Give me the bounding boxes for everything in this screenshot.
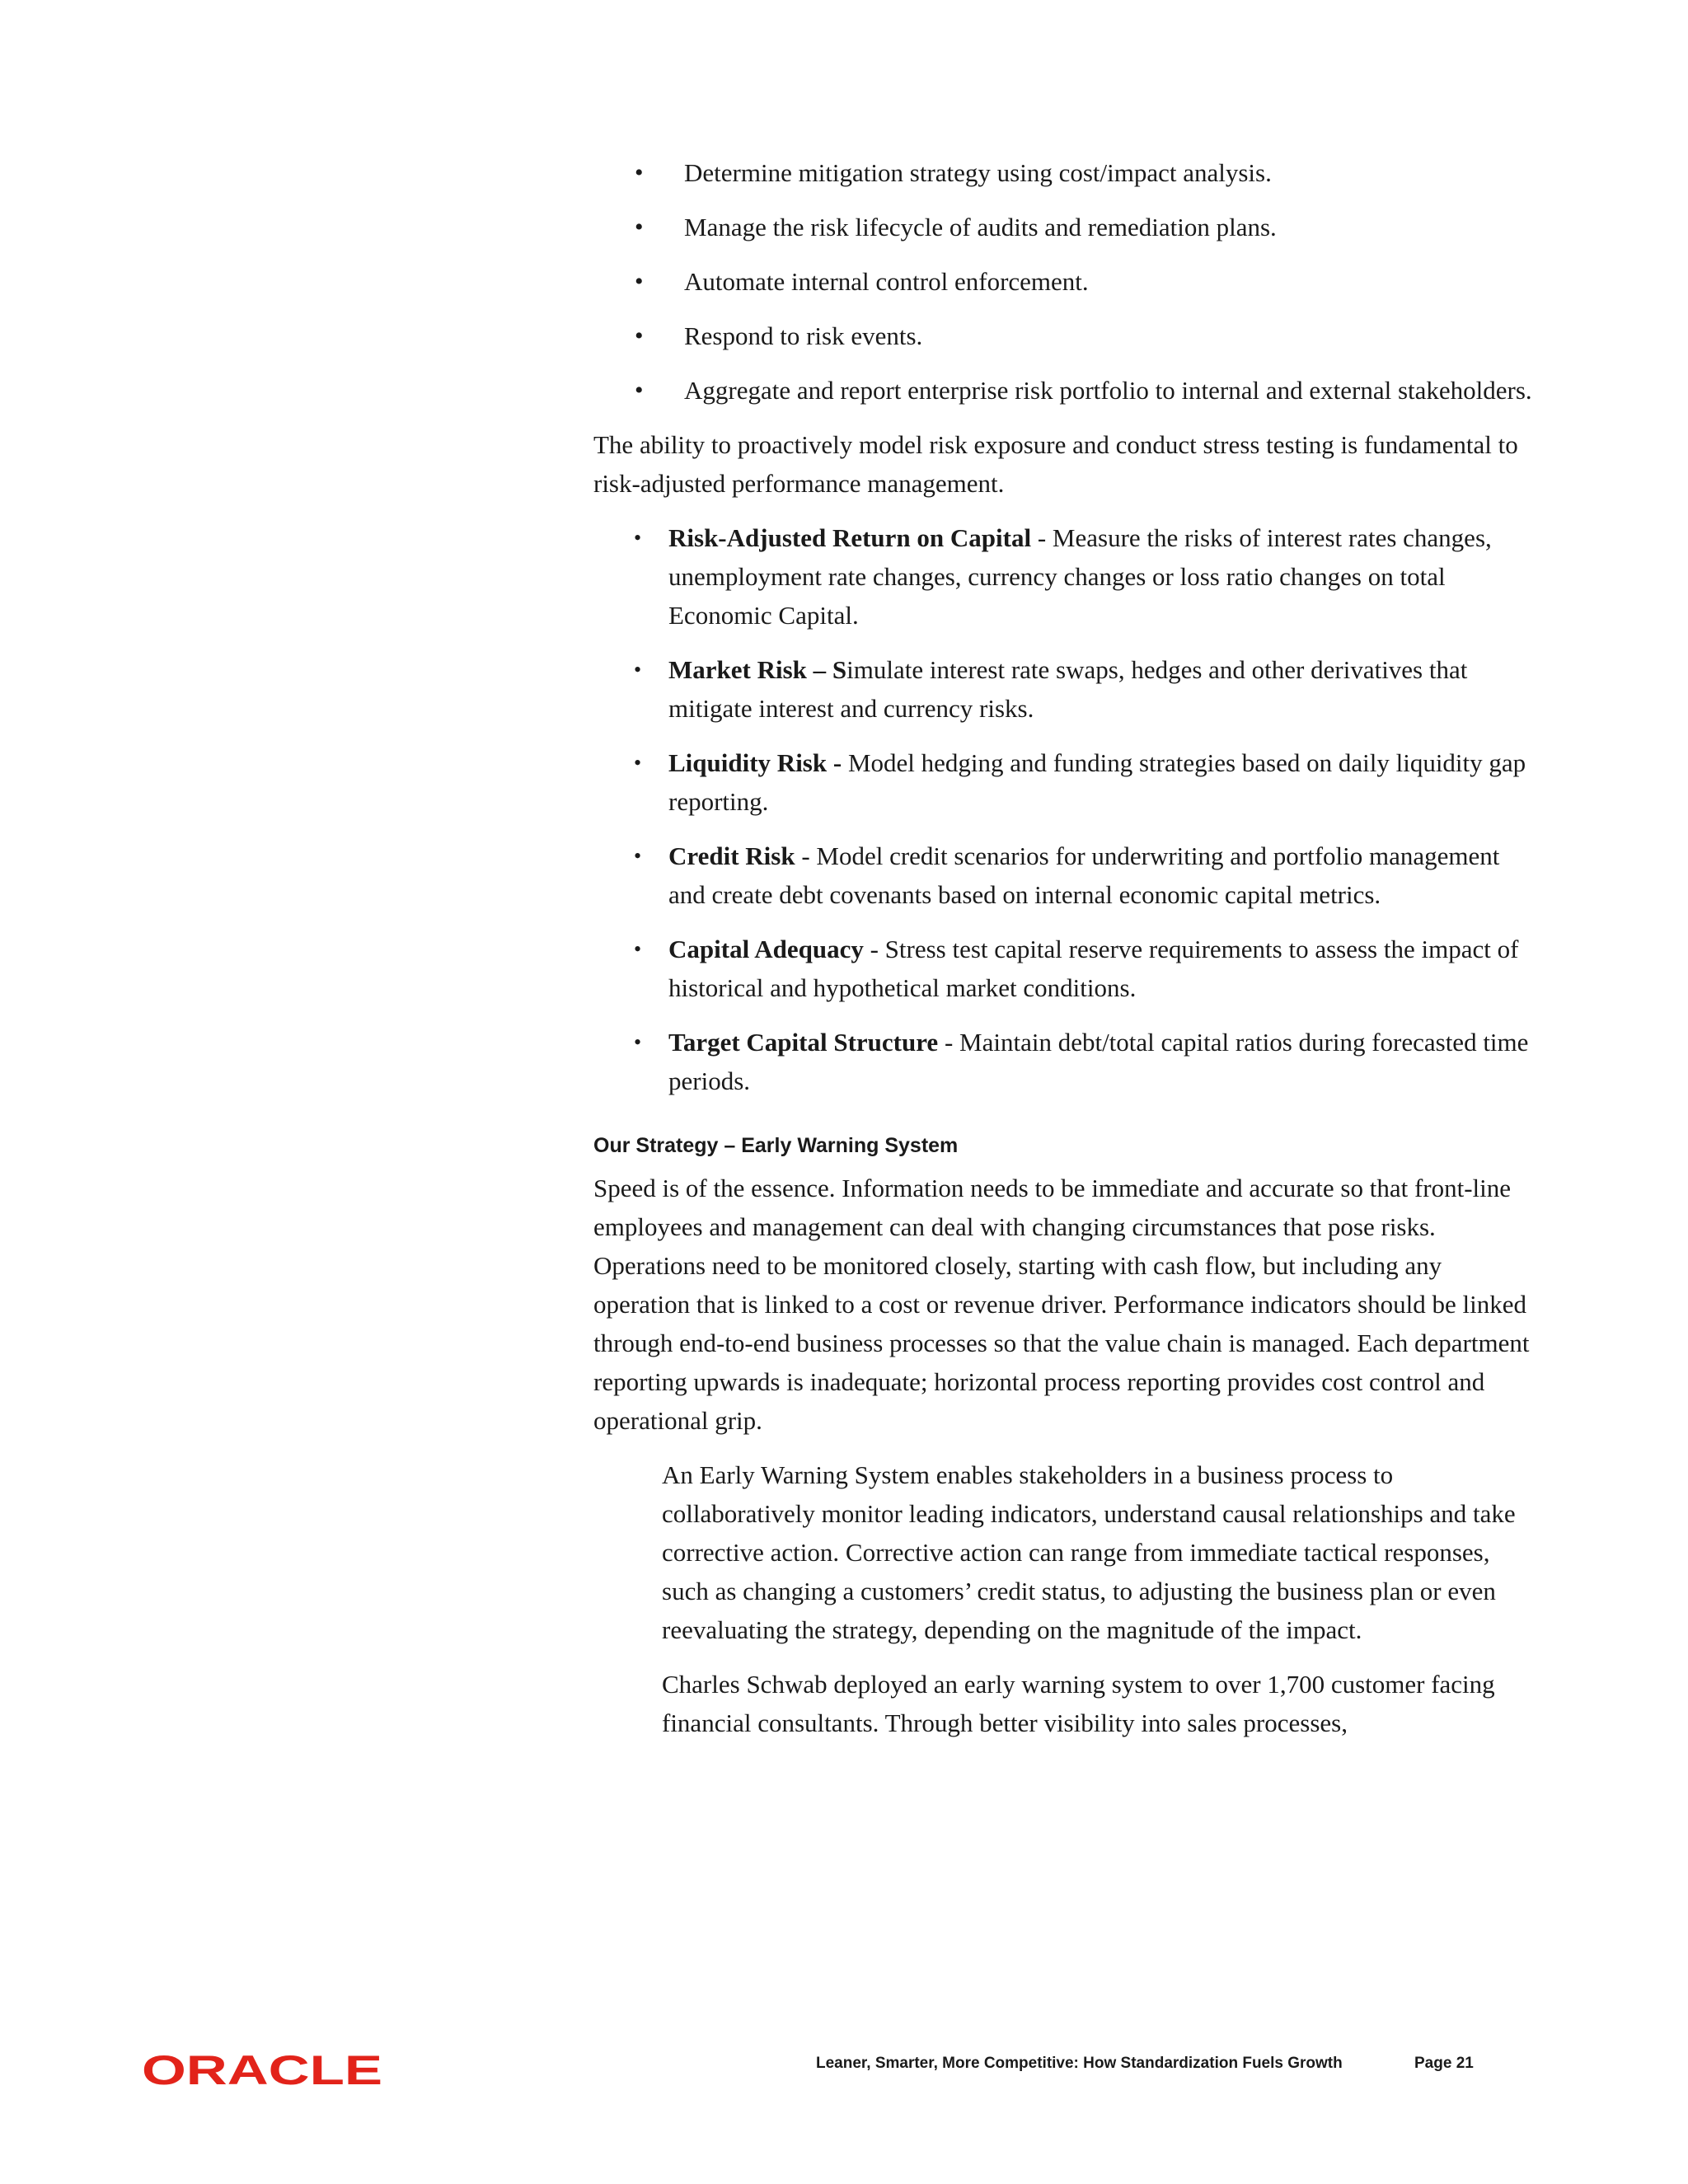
- list-item: [593, 518, 1541, 635]
- bullet-icon: •: [635, 159, 644, 186]
- bullet-icon: •: [635, 322, 644, 349]
- list-item-text: Determine mitigation strategy using cost/impact analysis.: [684, 158, 1272, 187]
- footer-title: Leaner, Smarter, More Competitive: How Standardization Fuels Growth: [816, 2055, 1343, 2072]
- risk-term: Liquidity Risk -: [668, 748, 842, 777]
- bullet-icon: •: [634, 526, 642, 550]
- risk-description: - Measure the risks of interest rates changes, unemployment rate changes, currency changes or loss ratio changes on total Economic Capital.: [668, 523, 1492, 630]
- section-heading: Our Strategy – Early Warning System: [593, 1134, 959, 1157]
- bullet-icon: •: [635, 377, 644, 404]
- bullet-icon: •: [635, 268, 644, 295]
- list-item: [593, 650, 1541, 728]
- list-item-text: Respond to risk events.: [684, 321, 923, 350]
- list-item: [593, 930, 1541, 1007]
- risk-term: Risk-Adjusted Return on Capital: [668, 523, 1032, 552]
- risk-term: Capital Adequacy: [668, 935, 864, 963]
- risk-term: Market Risk – S: [668, 655, 847, 684]
- page-number: Page 21: [1414, 2055, 1474, 2072]
- objective-list: [593, 153, 1541, 410]
- list-item: [593, 371, 1541, 410]
- risk-description: imulate interest rate swaps, hedges and other derivatives that mitigate interest and currency risks.: [668, 655, 1468, 723]
- list-item: [593, 153, 1541, 192]
- bullet-icon: •: [634, 1030, 642, 1054]
- oracle-logo: [142, 2050, 389, 2091]
- list-item-text: Manage the risk lifecycle of audits and remediation plans.: [684, 213, 1277, 241]
- risk-description: Model hedging and funding strategies based on daily liquidity gap reporting.: [668, 748, 1526, 816]
- risk-list: [593, 518, 1541, 1100]
- bullet-icon: •: [634, 658, 642, 682]
- logo-wordmark: ORACLE: [142, 2050, 382, 2091]
- list-item: [593, 1023, 1541, 1100]
- page-footer: [0, 2050, 1688, 2091]
- list-item-text: Aggregate and report enterprise risk portfolio to internal and external stakeholders.: [684, 376, 1532, 405]
- bullet-icon: •: [635, 213, 644, 241]
- intro-paragraph: The ability to proactively model risk exposure and conduct stress testing is fundamental to risk-adjusted performance management.: [593, 430, 1518, 498]
- list-item: [593, 262, 1541, 301]
- risk-description: - Model credit scenarios for underwriting and portfolio management and create debt covenants based on internal economic capital metrics.: [668, 841, 1500, 909]
- risk-term: Credit Risk: [668, 841, 795, 870]
- list-item: [593, 316, 1541, 355]
- bullet-icon: •: [634, 751, 642, 775]
- risk-description: - Stress test capital reserve requirements to assess the impact of historical and hypothetical market conditions.: [668, 935, 1519, 1002]
- bullet-icon: •: [634, 844, 642, 868]
- risk-description: - Maintain debt/total capital ratios during forecasted time periods.: [668, 1028, 1529, 1095]
- list-item: [593, 837, 1541, 914]
- section-paragraph: Speed is of the essence. Information needs to be immediate and accurate so that front-line employees and management can deal with changing circumstances that pose risks. Operations need to be monitored closely, starting with cash flow, but including any operation that is linked to a cost or revenue driver. Performance indicators should be linked through end-to-end business processes so that the value chain is managed. Each department reporting upwards is inadequate; horizontal process reporting provides cost control and operational grip.: [593, 1174, 1530, 1435]
- list-item: [593, 743, 1541, 821]
- list-item-text: Automate internal control enforcement.: [684, 267, 1089, 296]
- indented-paragraph: Charles Schwab deployed an early warning system to over 1,700 customer facing financial consultants. Through better visibility into sales processes,: [662, 1670, 1495, 1737]
- bullet-icon: •: [634, 937, 642, 961]
- list-item: [593, 208, 1541, 246]
- indented-paragraph: An Early Warning System enables stakeholders in a business process to collaboratively monitor leading indicators, understand causal relationships and take corrective action. Corrective action can range from immediate tactical responses, such as changing a customers’ credit status, to adjusting the business plan or even reevaluating the strategy, depending on the magnitude of the impact.: [662, 1460, 1516, 1644]
- risk-term: Target Capital Structure: [668, 1028, 939, 1057]
- document-body: [593, 153, 1541, 1758]
